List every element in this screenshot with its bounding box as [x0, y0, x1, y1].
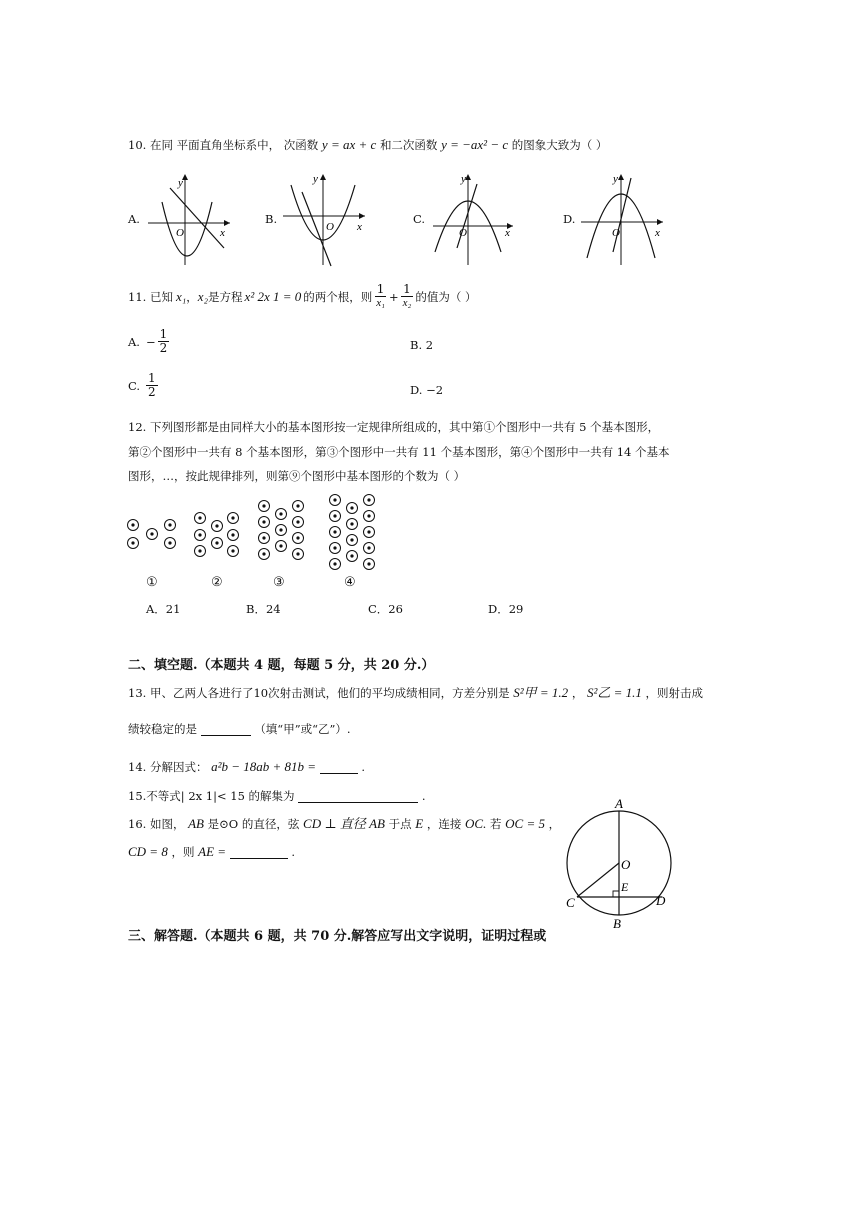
q11-equation: x² 2x 1 = 0	[244, 288, 302, 304]
q10-quadratic-formula: y = −ax² − c	[441, 137, 509, 152]
basic-figure-dot	[333, 530, 336, 533]
y-axis-label: y	[613, 173, 618, 185]
basic-figure-dot	[168, 541, 171, 544]
q12-option-a: A．21	[146, 602, 181, 616]
q11-option-c-label: C.	[128, 378, 141, 393]
basic-figure-dot	[367, 562, 370, 565]
basic-figure-dot	[215, 524, 218, 527]
origin-label: O	[459, 227, 467, 239]
point-a-label: A	[615, 796, 623, 811]
q13-line-2b: （填“甲”或“乙”）.	[254, 722, 351, 736]
basic-figure-dot	[333, 562, 336, 565]
q16-line-2b: ，则	[171, 845, 195, 859]
basic-figure-dot	[231, 549, 234, 552]
basic-figure-dot	[198, 516, 201, 519]
q11-option-a-sign: −	[145, 334, 156, 349]
q11-frac2-num: 1	[403, 282, 411, 296]
q10-option-c-label: C.	[413, 212, 426, 226]
basic-figure-dot	[150, 532, 153, 535]
q13-line-2a: 绩较稳定的是	[128, 722, 197, 736]
y-axis-arrow	[465, 174, 471, 180]
q16-oc-value: OC = 5	[505, 816, 545, 831]
q11-option-d: D. −2	[410, 383, 444, 397]
q11-stem-a: 11. 已知	[128, 289, 173, 304]
q11-stem-c: 的两个根，则	[303, 289, 373, 304]
x-axis-arrow	[657, 219, 663, 225]
q16-cd-perp-ab: CD ⊥ 直径 AB	[303, 816, 385, 831]
origin-label: O	[326, 221, 334, 233]
q11-fraction-1	[374, 283, 387, 310]
basic-figure-dot	[262, 552, 265, 555]
y-axis-arrow	[182, 174, 188, 180]
q16-ab: AB	[188, 816, 204, 831]
basic-figure-dot	[367, 514, 370, 517]
q15-answer-blank[interactable]	[298, 790, 418, 803]
q13-line-1b: ，则射击成	[645, 686, 704, 700]
q16-line-2	[128, 845, 295, 859]
q11-frac2-den: x₂	[402, 297, 412, 309]
q11-option-a-num: 1	[159, 327, 168, 341]
x-axis-arrow	[224, 220, 230, 226]
q11-option-a	[128, 328, 171, 355]
basic-figure-dot	[231, 533, 234, 536]
q12-option-c: C．26	[368, 602, 403, 616]
q16-line-1c: 于点	[388, 817, 412, 831]
q11-x2: x₂	[197, 288, 209, 304]
q11-option-b: B. 2	[410, 338, 434, 352]
basic-figure-dot	[279, 528, 282, 531]
y-axis-arrow	[320, 174, 326, 180]
q11-option-c-den: 2	[148, 385, 156, 399]
q13-line-1	[128, 686, 703, 700]
q12-line-3: 图形，…，按此规律排列，则第⑨个图形中基本图形的个数为（ ）	[128, 469, 466, 483]
basic-figure-dot	[262, 520, 265, 523]
q16-line-1d: ，连接	[426, 817, 462, 831]
point-o-label: O	[621, 857, 631, 872]
basic-figure-dot	[333, 546, 336, 549]
q15-text: 15.不等式| 2x 1|< 15 的解集为	[128, 789, 295, 803]
q11-frac1-num: 1	[376, 282, 385, 296]
x-axis-label: x	[505, 227, 510, 239]
q11-option-c-num: 1	[148, 371, 156, 385]
q16-e: E	[415, 816, 424, 831]
q13-line-2	[128, 722, 350, 736]
q13-variance-yi: S²乙 = 1.1	[586, 685, 642, 700]
basic-figure-dot	[279, 544, 282, 547]
basic-figure-dot	[231, 516, 234, 519]
q13-answer-blank[interactable]	[201, 723, 251, 736]
q11-stem	[128, 283, 477, 310]
q16-end: .	[291, 845, 296, 859]
q14-end: .	[361, 760, 366, 774]
x-axis-label: x	[220, 227, 225, 239]
q11-plus: +	[388, 289, 399, 304]
q11-option-c	[128, 372, 160, 399]
linear-line	[613, 178, 631, 252]
basic-figure-dot	[367, 498, 370, 501]
basic-figure-dot	[279, 512, 282, 515]
q10-stem	[128, 138, 607, 152]
x-axis-arrow	[359, 213, 365, 219]
basic-figure-dot	[198, 549, 201, 552]
basic-figure-dot	[262, 504, 265, 507]
q10-graph-b	[275, 170, 370, 270]
x-axis-label: x	[357, 221, 362, 233]
section-2-heading: 二、填空题.（本题共 4 题，每题 5 分，共 20 分.）	[128, 658, 435, 673]
basic-figure-dot	[296, 552, 299, 555]
right-angle-mark	[613, 891, 619, 897]
x-axis-label: x	[655, 227, 660, 239]
q16-line-1a: 16. 如图，	[128, 817, 185, 831]
q15-end: .	[421, 789, 426, 803]
basic-figure-dot	[350, 522, 353, 525]
q14-expression: a²b − 18ab + 81b =	[211, 759, 317, 774]
point-c-label: C	[566, 895, 575, 910]
q14-line	[128, 760, 365, 774]
q12-option-d: D．29	[488, 602, 524, 616]
point-b-label: B	[613, 916, 621, 931]
q11-fraction-2	[401, 283, 414, 310]
q13-separator: ，	[571, 686, 584, 700]
q12-figure-label-3: ③	[273, 575, 285, 590]
q11-x1: x₁	[175, 288, 187, 304]
basic-figure-dot	[367, 530, 370, 533]
basic-figure-dot	[333, 498, 336, 501]
q12-line-2: 第②个图形中一共有 8 个基本图形，第③个图形中一共有 11 个基本图形，第④个图形中一共有 14 个基本	[128, 445, 670, 459]
q11-option-c-fraction	[146, 372, 158, 399]
q12-pattern-figures	[120, 488, 390, 588]
q11-stem-b: 是方程	[208, 289, 243, 304]
basic-figure-dot	[350, 538, 353, 541]
point-e-label: E	[621, 880, 629, 894]
q16-line-1e: 若	[490, 817, 502, 831]
basic-figure-dot	[333, 514, 336, 517]
q11-stem-d: 的值为（ ）	[415, 289, 477, 304]
y-axis-arrow	[618, 174, 624, 180]
parabola-curve	[162, 202, 212, 256]
q16-line-1f: ，	[548, 817, 561, 831]
q10-graph-a	[140, 170, 235, 270]
y-axis-label: y	[178, 177, 183, 189]
q15-line	[128, 789, 426, 803]
q16-oc: OC.	[465, 816, 487, 831]
q11-option-a-label: A.	[128, 334, 140, 349]
basic-figure-dot	[131, 541, 134, 544]
q10-stem-a: 10. 在同 平面直角坐标系中， 次函数	[128, 138, 319, 152]
basic-figure-dot	[198, 533, 201, 536]
q10-stem-c: 的图象大致为（ ）	[511, 138, 608, 152]
q10-linear-formula: y = ax + c	[321, 137, 377, 152]
q16-line-1	[128, 817, 560, 831]
basic-figure-dot	[296, 504, 299, 507]
basic-figure-dot	[168, 523, 171, 526]
q11-option-a-den: 2	[159, 341, 168, 355]
q10-option-a-label: A.	[128, 212, 140, 226]
q10-graph-d	[575, 170, 670, 270]
q10-option-d-label: D.	[563, 212, 576, 226]
q16-circle-figure	[558, 796, 683, 935]
q13-variance-jia: S²甲 = 1.2	[513, 685, 569, 700]
q16-cd-value: CD = 8	[128, 844, 168, 859]
q13-line-1a: 13. 甲、乙两人各进行了10次射击测试，他们的平均成绩相同，方差分别是	[128, 686, 510, 700]
origin-label: O	[176, 227, 184, 239]
q11-frac1-den: x₁	[376, 297, 385, 309]
q12-figure-label-2: ②	[211, 575, 223, 590]
basic-figure-dot	[350, 506, 353, 509]
q12-figure-label-4: ④	[344, 575, 356, 590]
q10-graph-c	[425, 170, 520, 270]
basic-figure-dot	[367, 546, 370, 549]
y-axis-label: y	[461, 173, 466, 185]
origin-label: O	[612, 227, 620, 239]
q14-text: 14. 分解因式：	[128, 760, 208, 774]
q14-answer-blank[interactable]	[320, 761, 358, 774]
basic-figure-dot	[262, 536, 265, 539]
q11-comma: ，	[186, 289, 198, 304]
basic-figure-dot	[296, 536, 299, 539]
q16-line-1b: 是⊙O 的直径，弦	[207, 817, 300, 831]
q12-figure-label-1: ①	[146, 575, 158, 590]
q10-stem-b: 和二次函数	[379, 138, 438, 152]
section-3-heading: 三、解答题.（本题共 6 题，共 70 分.解答应写出文字说明，证明过程或	[128, 929, 547, 944]
q12-option-b: B．24	[246, 602, 281, 616]
q12-line-1: 12. 下列图形都是由同样大小的基本图形按一定规律所组成的，其中第①个图形中一共有 5 个基本图形，	[128, 420, 660, 434]
basic-figure-dot	[296, 520, 299, 523]
basic-figure-dot	[131, 523, 134, 526]
y-axis-label: y	[313, 173, 318, 185]
q16-answer-blank[interactable]	[230, 846, 288, 859]
q16-ae: AE =	[198, 844, 227, 859]
basic-figure-dot	[215, 541, 218, 544]
point-d-label: D	[656, 893, 666, 908]
q10-option-b-label: B.	[265, 212, 278, 226]
basic-figure-dot	[350, 554, 353, 557]
q11-option-a-fraction	[158, 328, 170, 355]
linear-line	[170, 188, 224, 248]
